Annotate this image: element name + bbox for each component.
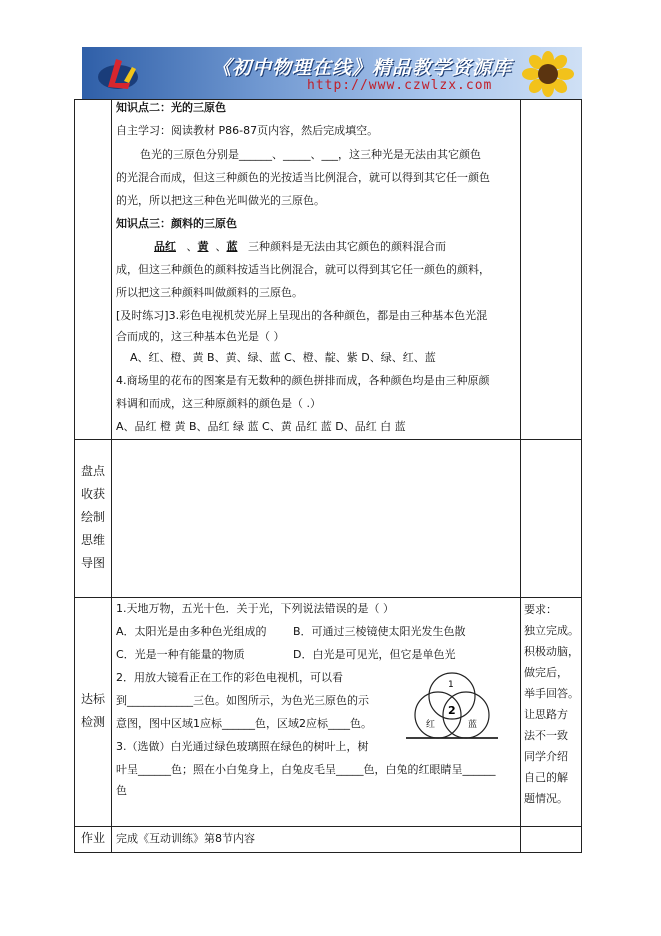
primary-colors-diagram [404, 668, 500, 744]
test-q3-line3: 色 [116, 784, 127, 797]
test-q1-option-c: C．光是一种有能量的物质 [116, 648, 245, 661]
practice-q3-line1: [及时练习]3.彩色电视机荧光屏上呈现出的各种颜色，都是由三种基本色光混 [116, 309, 488, 322]
section1-line2: 色光的三原色分别是______、_____、___，这三种光是无法由其它颜色 [140, 148, 481, 161]
section1-title: 知识点二：光的三原色 [116, 101, 226, 114]
test-q2-line3: 意图，图中区域1应标______色，区域2应标____色。 [116, 717, 372, 730]
practice-q3-line2: 合而成的，这三种基本色光是（ ） [116, 330, 285, 343]
separator-1: 、 [186, 240, 198, 253]
test-q3-line2: 叶呈______色；照在小白兔身上，白兔皮毛呈_____色，白兔的红眼睛呈______ [116, 763, 496, 776]
test-q1-option-b: B．可通过三棱镜使太阳光发生色散 [293, 625, 466, 638]
section2-title: 知识点三：颜料的三原色 [116, 217, 237, 230]
practice-q4-options: A、品红 橙 黄 B、品红 绿 蓝 C、黄 品红 蓝 D、品红 白 蓝 [116, 420, 406, 433]
test-q2-line1: 2．用放大镜看正在工作的彩色电视机，可以看 [116, 671, 343, 684]
test-q1-option-d: D．白光是可见光，但它是单色光 [293, 648, 456, 661]
homework-label: 作业 [80, 831, 105, 845]
site-logo-icon [96, 53, 140, 93]
banner-url[interactable]: http://www.czwlzx.com [307, 78, 493, 93]
section2-line1 [154, 235, 446, 258]
test-q1: 1.天地万物，五光十色．关于光，下列说法错误的是（ ） [116, 602, 394, 615]
banner-title: 《初中物理在线》精品教学资源库 [212, 57, 513, 79]
practice-q4-line2: 料调和而成，这三种原颜料的颜色是（ .） [116, 397, 321, 410]
region-2-label: 2 [448, 704, 456, 717]
answer-magenta: 品红 [154, 240, 176, 253]
section1-line4: 的光，所以把这三种色光叫做光的三原色。 [116, 194, 325, 207]
section1-line3: 的光混合而成，但这三种颜色的光按适当比例混合，就可以得到其它任一颜色 [116, 171, 490, 184]
test-q3-line1: 3.（选做）白光通过绿色玻璃照在绿色的树叶上，树 [116, 740, 369, 753]
test-label: 达标 检测 [80, 692, 105, 729]
homework-content: 完成《互动训练》第8节内容 [116, 832, 255, 845]
region-1-label: 1 [448, 680, 454, 690]
requirements: 要求： 独立完成。 积极动脑， 做完后， 举手回答。 让思路方 法不一致 同学介绍 自己的解 题情况。 [524, 599, 580, 809]
blue-label: 蓝 [468, 720, 478, 730]
header-banner [82, 47, 582, 99]
section2-line2: 成，但这三种颜色的颜料按适当比例混合，就可以得到其它任一颜色的颜料， [116, 263, 490, 276]
test-q1-option-a: A．太阳光是由多种色光组成的 [116, 625, 267, 638]
test-q2-line2: 到____________三色。如图所示，为色光三原色的示 [116, 694, 369, 707]
practice-q4-line1: 4.商场里的花布的图案是有无数种的颜色拼排而成，各种颜色均是由三种原颜 [116, 374, 490, 387]
sunflower-icon [520, 51, 576, 97]
section2-line1-tail: 三种颜料是无法由其它颜色的颜料混合而 [248, 240, 446, 253]
practice-q3-options: A、红、橙、黄 B、黄、绿、蓝 C、橙、靛、紫 D、绿、红、蓝 [130, 351, 436, 364]
summary-label: 盘点 收获 绘制 思维 导图 [80, 464, 105, 570]
section2-line3: 所以把这三种颜料叫做颜料的三原色。 [116, 286, 303, 299]
section1-line1: 自主学习：阅读教材 P86-87页内容，然后完成填空。 [116, 124, 379, 137]
separator-2: 、 [215, 240, 227, 253]
answer-blue: 蓝 [226, 240, 238, 253]
red-label: 红 [426, 720, 436, 730]
requirements-title: 要求： [524, 603, 557, 616]
answer-yellow: 黄 [197, 240, 209, 253]
